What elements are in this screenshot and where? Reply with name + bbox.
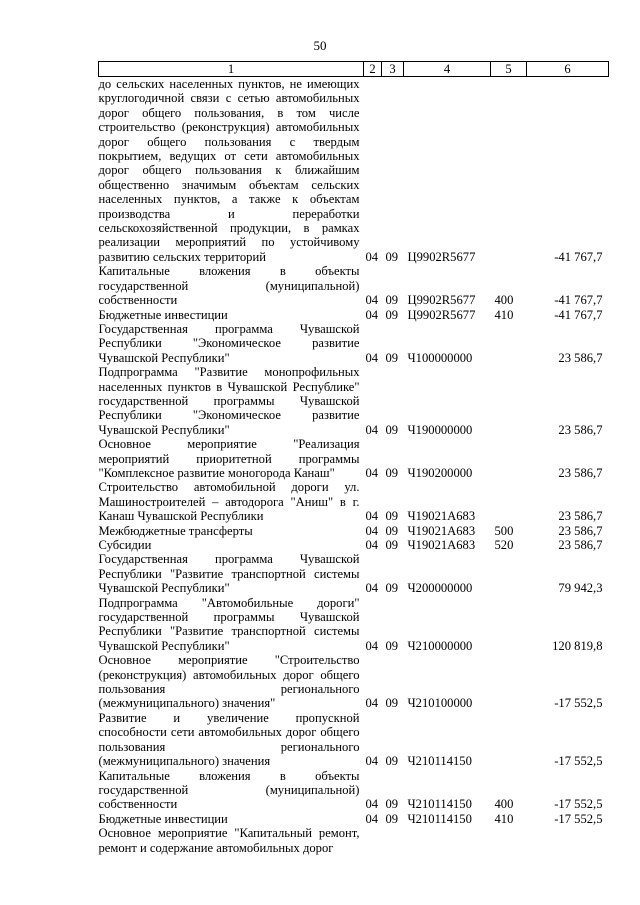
table-body <box>99 77 609 855</box>
row-expense-type: 500 <box>494 523 514 538</box>
row-subsection-code: 09 <box>385 754 399 769</box>
row-subsection-code: 09 <box>385 811 399 826</box>
row-amount: 23 586,7 <box>558 465 603 480</box>
table-row <box>99 711 609 769</box>
table-row <box>99 812 609 826</box>
row-name: Развитие и увеличение пропускной способности сети автомобильных дорог общего пользования регионального (межмуниципального) значения <box>98 710 360 769</box>
row-expense-type <box>491 77 527 265</box>
row-name: Подпрограмма "Развитие монопрофильных населенных пунктов в Чувашской Республике" государственной программы Чувашской Республики "Экономическое развитие Чувашской Республики" <box>98 365 360 437</box>
row-amount: -17 552,5 <box>554 754 603 769</box>
row-target-article: Ч19021А683 <box>407 538 476 552</box>
table-row <box>99 480 609 523</box>
row-expense-type <box>491 711 527 769</box>
row-name: Капитальные вложения в объекты государственной (муниципальной) собственности <box>98 264 360 308</box>
table-row <box>99 552 609 595</box>
row-name: Подпрограмма "Автомобильные дороги" государственной программы Чувашской Республики "Развитие транспортной системы Чувашской Республики" <box>98 595 360 653</box>
row-amount: -17 552,5 <box>554 696 603 711</box>
row-section-code: 04 <box>365 754 379 769</box>
row-expense-type: 520 <box>494 538 514 552</box>
row-name: Строительство автомобильной дороги ул. Машиностроителей – автодорога "Аниш" в г. Канаш Чувашской Республики <box>98 480 360 524</box>
row-name: Основное мероприятие "Реализация мероприятий приоритетной программы "Комплексное развитие моногорода Канаш" <box>98 437 360 480</box>
row-name: Государственная программа Чувашской Республики "Развитие транспортной системы Чувашской Республики" <box>98 552 360 596</box>
row-section-code: 04 <box>365 465 379 480</box>
row-section-code: 04 <box>365 581 379 596</box>
row-subsection-code: 09 <box>385 293 399 308</box>
row-expense-type: 410 <box>494 307 514 322</box>
row-target-article: Ч200000000 <box>407 581 473 596</box>
row-subsection-code: 09 <box>385 581 399 596</box>
row-section-code: 04 <box>365 509 379 524</box>
row-subsection-code: 09 <box>385 523 399 538</box>
row-amount: -17 552,5 <box>554 797 603 812</box>
page-number: 50 <box>313 38 327 53</box>
table-row <box>99 308 609 322</box>
row-amount: -41 767,7 <box>554 249 603 264</box>
row-amount: -41 767,7 <box>554 293 603 308</box>
row-name: до сельских населенных пунктов, не имеющих круглогодичной связи с сетью автомобильных дорог общего пользования, в том числе строительство (реконструкция) автомобильных дорог общего пользования с твердым покрытием, ведущих от сети автомобильных дорог общего пользования к ближайшим общественно значимым объектам сельских населенных пунктов, а также к объектам производства и переработки сельскохозяйственной продукции, в рамках реализации мероприятий по устойчивому развитию сельских территорий <box>98 77 360 264</box>
row-target-article: Ц9902R5677 <box>407 293 476 308</box>
row-expense-type <box>491 596 527 654</box>
row-amount: 120 819,8 <box>552 638 603 653</box>
row-target-article: Ч210114150 <box>407 754 472 769</box>
row-target-article: Ц9902R5677 <box>407 249 476 264</box>
header-col-4: 4 <box>404 62 491 77</box>
row-name: Бюджетные инвестиции <box>98 811 228 826</box>
row-subsection-code: 09 <box>385 638 399 653</box>
table-row <box>99 264 609 307</box>
header-col-5: 5 <box>491 62 527 77</box>
header-row <box>99 62 609 77</box>
row-amount: 23 586,7 <box>558 350 603 365</box>
row-subsection-code: 09 <box>385 538 399 552</box>
table-row <box>99 653 609 711</box>
row-target-article: Ч210100000 <box>407 696 473 711</box>
row-subsection-code: 09 <box>385 465 399 480</box>
row-expense-type <box>491 365 527 437</box>
row-expense-type <box>491 826 527 855</box>
row-section-code: 04 <box>365 249 379 264</box>
header-col-6: 6 <box>527 62 609 77</box>
row-expense-type <box>491 552 527 595</box>
table-row <box>99 322 609 365</box>
row-amount: 23 586,7 <box>558 509 603 524</box>
row-name: Межбюджетные трансферты <box>98 523 253 538</box>
row-section-code: 04 <box>365 307 379 322</box>
row-section-code: 04 <box>365 797 379 812</box>
row-subsection-code: 09 <box>385 509 399 524</box>
row-expense-type <box>491 653 527 711</box>
row-name: Государственная программа Чувашской Республики "Экономическое развитие Чувашской Республики" <box>98 321 360 365</box>
row-subsection-code: 09 <box>385 249 399 264</box>
table-row <box>99 826 609 855</box>
row-expense-type: 410 <box>494 811 514 826</box>
row-target-article: Ч19021А683 <box>407 509 476 524</box>
row-amount: 79 942,3 <box>558 581 603 596</box>
row-expense-type <box>491 480 527 523</box>
row-expense-type <box>491 437 527 480</box>
row-subsection-code: 09 <box>385 797 399 812</box>
row-section-code: 04 <box>365 350 379 365</box>
header-col-2: 2 <box>364 62 382 77</box>
row-target-article: Ч190000000 <box>407 422 473 437</box>
row-name: Основное мероприятие "Строительство (реконструкция) автомобильных дорог общего пользования регионального (межмуниципального) значения" <box>98 653 360 711</box>
header-col-3: 3 <box>382 62 404 77</box>
row-subsection-code: 09 <box>385 350 399 365</box>
row-expense-type <box>491 322 527 365</box>
row-section-code: 04 <box>365 538 379 552</box>
row-section-code: 04 <box>365 422 379 437</box>
row-name: Бюджетные инвестиции <box>98 307 228 322</box>
row-amount: 23 586,7 <box>558 523 603 538</box>
row-target-article: Ч190200000 <box>407 465 473 480</box>
row-target-article <box>404 826 491 855</box>
table-row <box>99 596 609 654</box>
table-row <box>99 365 609 437</box>
row-expense-type: 400 <box>494 797 514 812</box>
header-col-1: 1 <box>99 62 364 77</box>
row-section-code: 04 <box>365 293 379 308</box>
row-amount: -41 767,7 <box>554 307 603 322</box>
table-row <box>99 769 609 812</box>
row-section-code: 04 <box>365 523 379 538</box>
row-target-article: Ч210000000 <box>407 638 473 653</box>
row-target-article: Ц9902R5677 <box>407 307 476 322</box>
row-target-article: Ч210114150 <box>407 797 472 812</box>
row-amount: 23 586,7 <box>558 538 603 552</box>
row-name: Капитальные вложения в объекты государственной (муниципальной) собственности <box>98 768 360 812</box>
table-row <box>99 437 609 480</box>
row-target-article: Ч210114150 <box>407 811 472 826</box>
table-row <box>99 524 609 538</box>
row-amount: 23 586,7 <box>558 422 603 437</box>
row-amount: -17 552,5 <box>554 811 603 826</box>
row-subsection-code: 09 <box>385 422 399 437</box>
table-row <box>99 77 609 265</box>
row-subsection-code: 09 <box>385 696 399 711</box>
row-name: Основное мероприятие "Капитальный ремонт, ремонт и содержание автомобильных дорог <box>98 826 360 855</box>
row-section-code <box>364 826 382 855</box>
row-expense-type: 400 <box>494 293 514 308</box>
table-header <box>99 62 609 77</box>
row-name: Субсидии <box>98 538 152 552</box>
row-target-article: Ч19021А683 <box>407 523 476 538</box>
row-section-code: 04 <box>365 811 379 826</box>
row-amount <box>527 826 609 855</box>
table-row <box>99 538 609 552</box>
budget-table <box>98 61 609 855</box>
row-subsection-code <box>382 826 404 855</box>
row-section-code: 04 <box>365 696 379 711</box>
row-section-code: 04 <box>365 638 379 653</box>
row-target-article: Ч100000000 <box>407 350 473 365</box>
row-subsection-code: 09 <box>385 307 399 322</box>
